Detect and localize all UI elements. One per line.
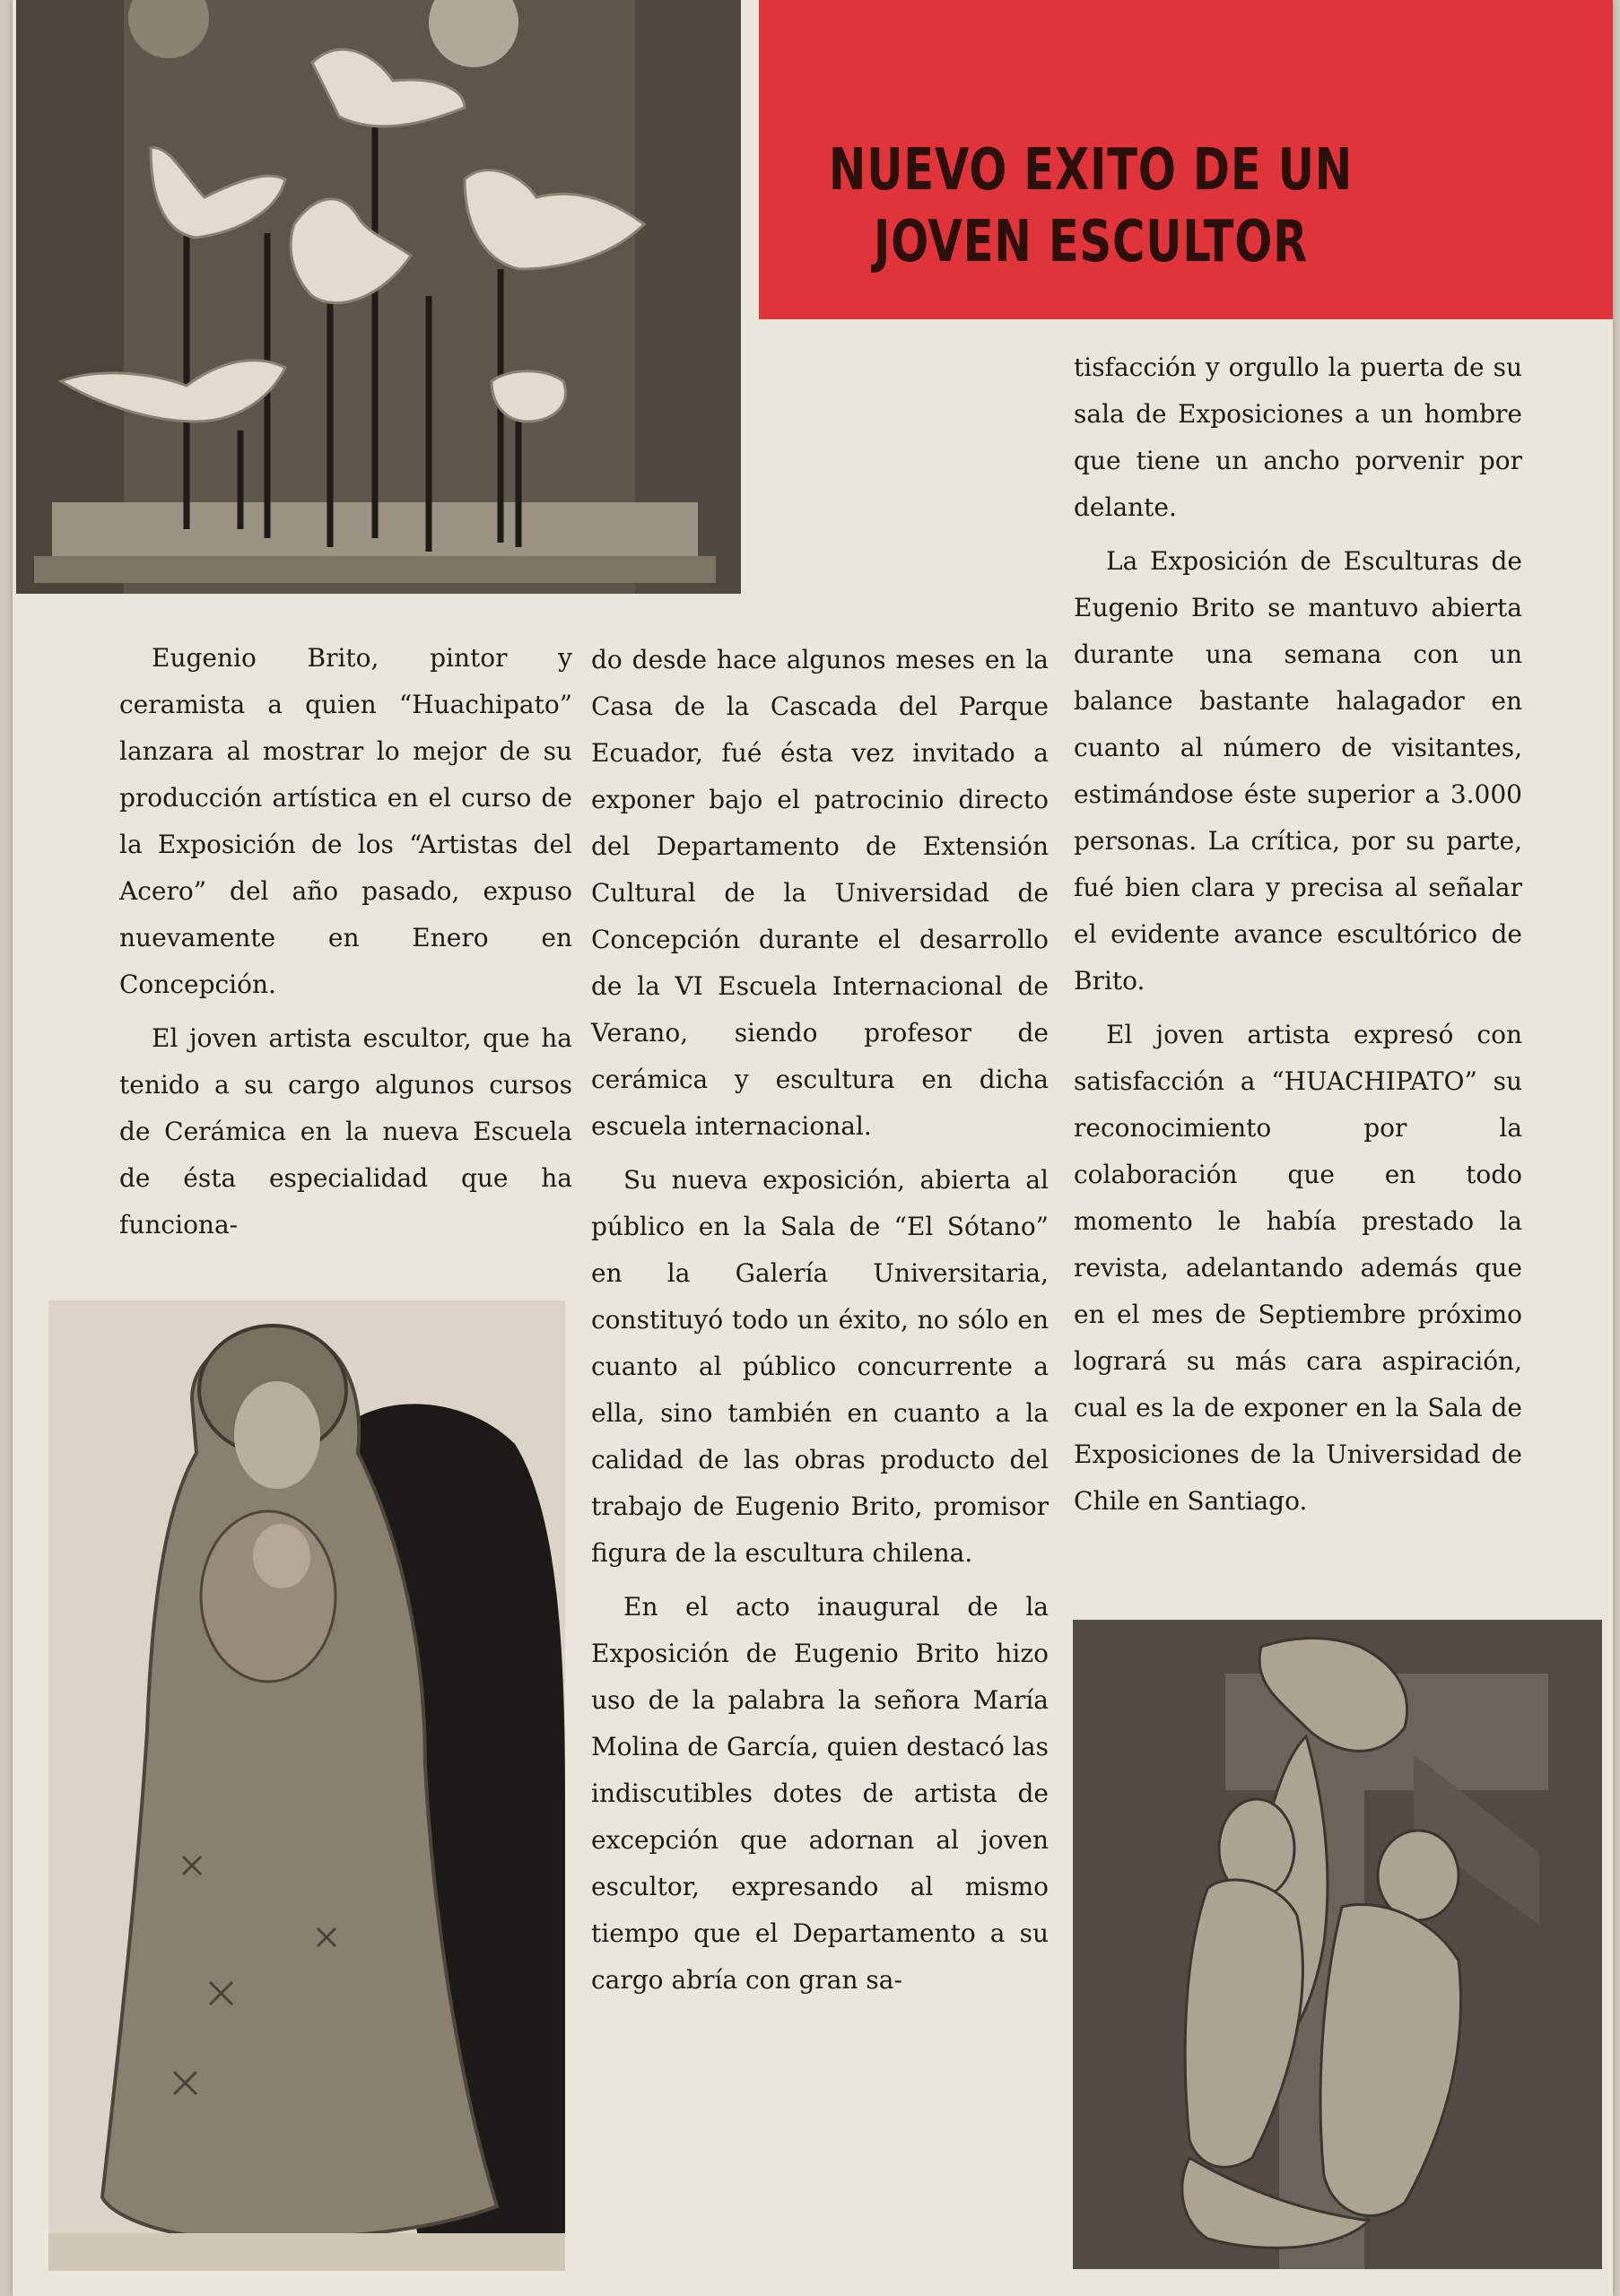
article-column-3 [1074, 344, 1522, 1532]
column-3-paragraph-3: El joven artista expresó con satisfacción a “HUACHIPATO” su reconocimiento por la colaboración que en todo momento le había prestado la revista, adelantando además que en el mes de Septiembre próximo logrará su más cara aspiración, cual es la de exponer en la Sala de Exposiciones de la Universidad de Chile en Santiago. [1074, 1020, 1522, 1516]
headline-line-2: JOVEN ESCULTOR [873, 209, 1309, 275]
magazine-page [13, 0, 1613, 2296]
crucifixion-relief-illustration [1073, 1620, 1602, 2269]
madonna-sculpture-illustration [48, 1300, 565, 2271]
column-2-paragraph-1: do desde hace algunos meses en la Casa de la Cascada del Parque Ecuador, fué ésta vez invitado a exponer bajo el patrocinio directo del Departamento de Extensión Cultural de la Universidad de Concepción durante el desarrollo de la VI Escuela Internacional de Verano, siendo profesor de cerámica y escultura en dicha escuela internacional. [591, 645, 1049, 1141]
bird-sculptures-photo [16, 0, 741, 594]
headline-line-1: NUEVO EXITO DE UN [828, 137, 1354, 204]
column-1-paragraph-1: Eugenio Brito, pintor y ceramista a quien “Huachipato” lanzara al mostrar lo mejor de su producción artística en el curso de la Exposición de los “Artistas del Acero” del año pasado, expuso nuevamente en Enero en Concepción. [119, 643, 572, 999]
article-column-2 [591, 637, 1049, 2011]
column-2-paragraph-3: En el acto inaugural de la Exposición de Eugenio Brito hizo uso de la palabra la señora María Molina de García, quien destacó las indiscutibles dotes de artista de excepción que adornan al joven escultor, expresando al mismo tiempo que el Departamento a su cargo abría con gran sa- [591, 1592, 1049, 1995]
crucifixion-relief-photo [1073, 1620, 1602, 2269]
column-3-paragraph-2: La Exposición de Esculturas de Eugenio Brito se mantuvo abierta durante una semana con un balance bastante halagador en cuanto al número de visitantes, estimándose éste superior a 3.000 personas. La crítica, por su parte, fué bien clara y precisa al señalar el evidente avance escultórico de Brito. [1074, 546, 1522, 996]
article-column-1 [119, 635, 572, 1256]
bird-sculptures-illustration [16, 0, 741, 594]
madonna-sculpture-photo [48, 1300, 565, 2271]
column-3-paragraph-1: tisfacción y orgullo la puerta de su sala de Exposiciones a un hombre que tiene un ancho porvenir por delante. [1074, 352, 1522, 522]
column-1-paragraph-2: El joven artista escultor, que ha tenido a su cargo algunos cursos de Cerámica en la nueva Escuela de ésta especialidad que ha funciona- [119, 1023, 572, 1239]
headline [813, 135, 1368, 278]
column-2-paragraph-2: Su nueva exposición, abierta al público en la Sala de “El Sótano” en la Galería Universitaria, constituyó todo un éxito, no sólo en cuanto al público concurrente a ella, sino también en cuanto a la calidad de las obras producto del trabajo de Eugenio Brito, promisor figura de la escultura chilena. [591, 1165, 1049, 1568]
